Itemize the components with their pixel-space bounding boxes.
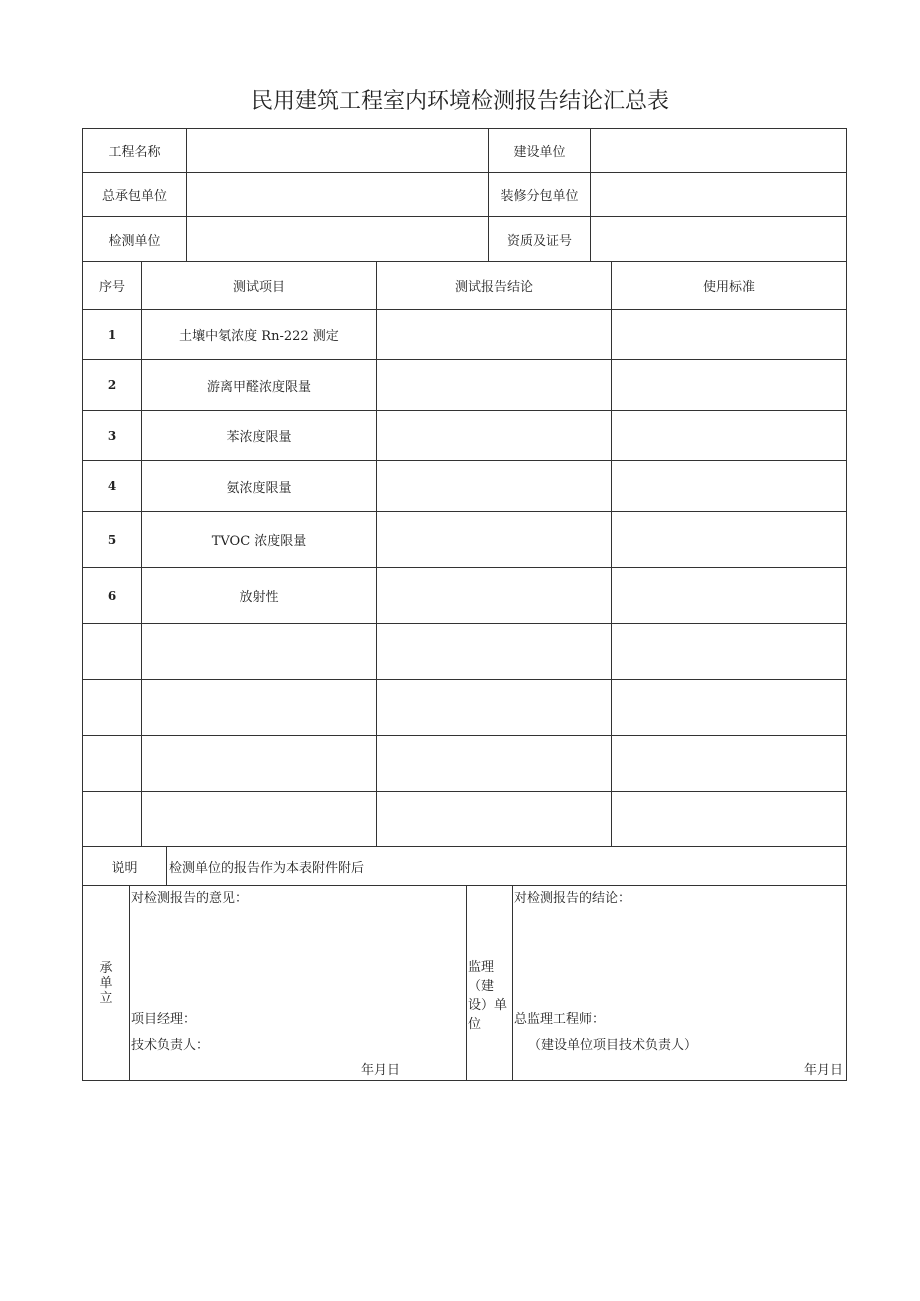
project-manager-label: 项目经理： xyxy=(131,1012,197,1027)
page-title: 民用建筑工程室内环境检测报告结论汇总表 xyxy=(250,89,669,114)
column-header-item: 测试项目 xyxy=(142,262,377,310)
row-number: 5 xyxy=(83,512,142,568)
contractor-side-line: 立 xyxy=(99,990,113,1006)
supervisor-side-line: （建 xyxy=(468,979,495,994)
row-number-field[interactable] xyxy=(83,680,142,736)
row-conclusion-field[interactable] xyxy=(377,360,612,411)
row-standard-field[interactable] xyxy=(612,568,847,624)
row-standard-field[interactable] xyxy=(612,624,847,680)
row-item: TVOC 浓度限量 xyxy=(142,512,377,568)
row-item-field[interactable] xyxy=(142,624,377,680)
table-row xyxy=(83,512,847,568)
qualification-field[interactable] xyxy=(591,217,847,262)
table-row-blank xyxy=(83,792,847,847)
supervisor-date-label: 年月日 xyxy=(804,1063,844,1078)
row-item-field[interactable] xyxy=(142,792,377,847)
row-conclusion-field[interactable] xyxy=(377,736,612,792)
supervisor-side-line: 监理 xyxy=(468,960,495,975)
row-standard-field[interactable] xyxy=(612,461,847,512)
signature-table xyxy=(82,885,847,1081)
row-conclusion-field[interactable] xyxy=(377,512,612,568)
testing-unit-field[interactable] xyxy=(187,217,489,262)
qualification-label: 资质及证号 xyxy=(489,217,591,262)
row-number: 1 xyxy=(83,310,142,360)
contractor-date-label: 年月日 xyxy=(361,1063,401,1078)
construction-rep-label: （建设单位项目技术负责人） xyxy=(528,1038,698,1053)
notes-table xyxy=(82,846,847,886)
contractor-side-line: 承 xyxy=(99,960,113,976)
row-conclusion-field[interactable] xyxy=(377,680,612,736)
chief-supervisor-label: 总监理工程师： xyxy=(514,1012,606,1027)
column-header-conclusion: 测试报告结论 xyxy=(377,262,612,310)
table-row-blank xyxy=(83,736,847,792)
row-conclusion-field[interactable] xyxy=(377,792,612,847)
row-number-field[interactable] xyxy=(83,736,142,792)
contractor-opinion-block[interactable] xyxy=(130,886,467,1081)
row-standard-field[interactable] xyxy=(612,411,847,461)
supervisor-side-line: 位 xyxy=(468,1017,482,1032)
row-number: 6 xyxy=(83,568,142,624)
table-row xyxy=(83,411,847,461)
table-row xyxy=(83,360,847,411)
contractor-side-label xyxy=(83,886,130,1081)
row-standard-field[interactable] xyxy=(612,736,847,792)
supervisor-conclusion-block[interactable] xyxy=(513,886,847,1081)
row-standard-field[interactable] xyxy=(612,512,847,568)
row-conclusion-field[interactable] xyxy=(377,624,612,680)
table-header-row xyxy=(83,262,847,310)
row-item: 游离甲醛浓度限量 xyxy=(142,360,377,411)
general-contractor-field[interactable] xyxy=(187,173,489,217)
row-standard-field[interactable] xyxy=(612,792,847,847)
construction-unit-label: 建设单位 xyxy=(489,129,591,173)
supervisor-side-line: 设）单 xyxy=(468,998,508,1013)
decoration-subcontractor-label: 装修分包单位 xyxy=(489,173,591,217)
row-item-field[interactable] xyxy=(142,680,377,736)
testing-unit-label: 检测单位 xyxy=(83,217,187,262)
table-row xyxy=(83,310,847,360)
row-item: 苯浓度限量 xyxy=(142,411,377,461)
row-conclusion-field[interactable] xyxy=(377,568,612,624)
project-name-label: 工程名称 xyxy=(83,129,187,173)
row-conclusion-field[interactable] xyxy=(377,310,612,360)
table-row-blank xyxy=(83,680,847,736)
decoration-subcontractor-field[interactable] xyxy=(591,173,847,217)
project-info-table xyxy=(82,128,847,262)
project-name-field[interactable] xyxy=(187,129,489,173)
row-item: 放射性 xyxy=(142,568,377,624)
column-header-standard: 使用标准 xyxy=(612,262,847,310)
row-conclusion-field[interactable] xyxy=(377,411,612,461)
notes-text: 检测单位的报告作为本表附件附后 xyxy=(167,847,847,886)
row-item-field[interactable] xyxy=(142,736,377,792)
test-results-table xyxy=(82,261,847,847)
row-item: 氨浓度限量 xyxy=(142,461,377,512)
row-number: 3 xyxy=(83,411,142,461)
general-contractor-label: 总承包单位 xyxy=(83,173,187,217)
row-number-field[interactable] xyxy=(83,792,142,847)
row-standard-field[interactable] xyxy=(612,680,847,736)
table-row xyxy=(83,568,847,624)
row-number: 4 xyxy=(83,461,142,512)
notes-label: 说明 xyxy=(83,847,167,886)
row-number-field[interactable] xyxy=(83,624,142,680)
row-standard-field[interactable] xyxy=(612,360,847,411)
row-standard-field[interactable] xyxy=(612,310,847,360)
supervisor-side-label xyxy=(467,886,513,1081)
construction-unit-field[interactable] xyxy=(591,129,847,173)
conclusion-label: 对检测报告的结论： xyxy=(514,891,632,906)
row-conclusion-field[interactable] xyxy=(377,461,612,512)
technical-lead-label: 技术负责人： xyxy=(131,1038,210,1053)
table-row-blank xyxy=(83,624,847,680)
row-item: 土壤中氡浓度 Rn-222 测定 xyxy=(142,310,377,360)
opinion-label: 对检测报告的意见： xyxy=(131,891,249,906)
contractor-side-line: 单 xyxy=(99,975,113,991)
column-header-no: 序号 xyxy=(83,262,142,310)
table-row xyxy=(83,461,847,512)
row-number: 2 xyxy=(83,360,142,411)
